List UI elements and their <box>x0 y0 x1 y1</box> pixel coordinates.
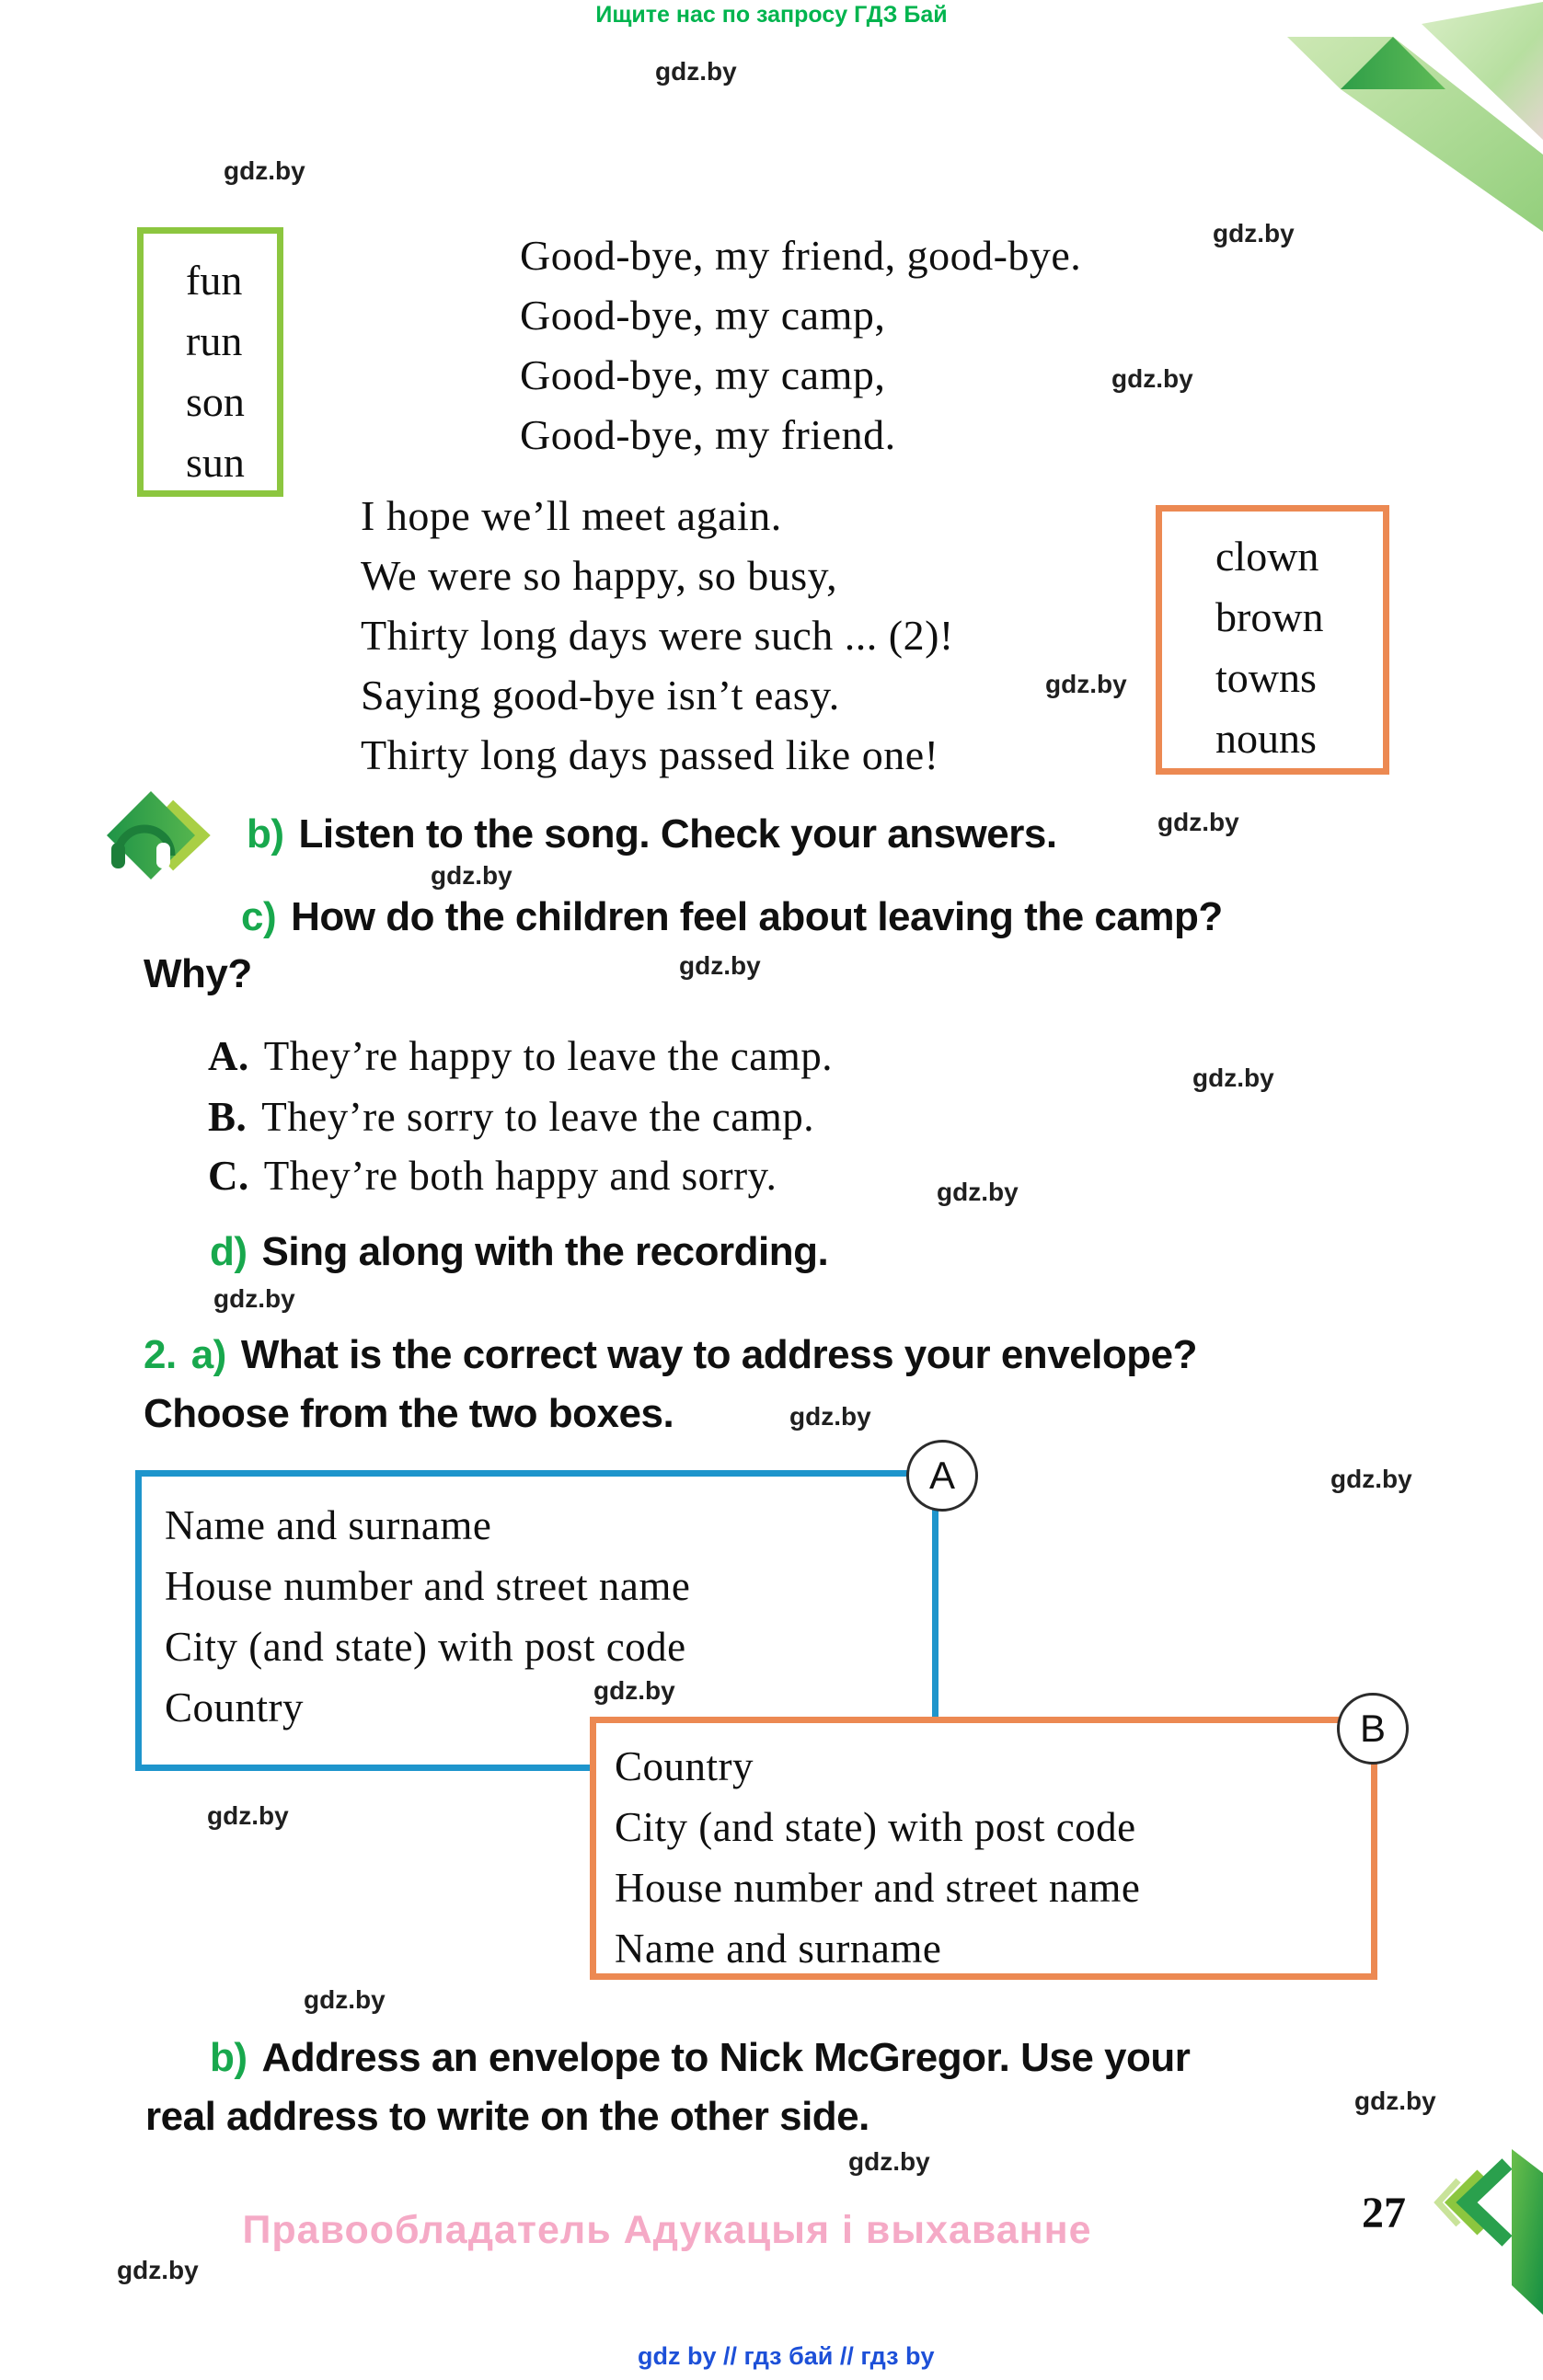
corner-ribbon-decoration <box>1233 0 1543 244</box>
task-2b-label: b) <box>210 2035 248 2080</box>
watermark: gdz.by <box>117 2256 199 2284</box>
task-1d-label: d) <box>210 1229 248 1274</box>
option-a-label: A. <box>208 1033 249 1079</box>
exercise-2-number: 2. <box>144 1332 177 1377</box>
option-c-label: C. <box>208 1153 249 1199</box>
song-line: Good-bye, my friend, good-bye. <box>520 232 1082 279</box>
task-1d <box>210 1229 828 1275</box>
song-line: I hope we’ll meet again. <box>361 492 782 539</box>
top-note: Ищите нас по запросу ГДЗ Бай <box>595 2 948 28</box>
rhyme-word: nouns <box>1215 715 1317 762</box>
address-line: Country <box>165 1684 305 1730</box>
watermark: gdz.by <box>304 1985 386 2014</box>
task-2a-line2: Choose from the two boxes. <box>144 1391 674 1436</box>
song-line: Good-bye, my camp, <box>520 292 886 339</box>
page-corner-chevrons-icon <box>1422 2144 1543 2328</box>
rhyme-box-orange <box>1156 505 1389 775</box>
copyright-text: Правообладатель Адукацыя і выхаванне <box>242 2208 1092 2252</box>
page-number: 27 <box>1362 2189 1406 2237</box>
watermark: gdz.by <box>1354 2087 1436 2115</box>
song-line: Good-bye, my camp, <box>520 351 886 398</box>
task-1c-text: How do the children feel about leaving the camp? <box>291 894 1223 939</box>
rhyme-word: sun <box>186 439 245 486</box>
watermark: gdz.by <box>937 1178 1019 1206</box>
address-line: Name and surname <box>165 1502 492 1548</box>
rhyme-word: run <box>186 317 243 364</box>
song-line: Saying good-bye isn’t easy. <box>361 672 840 719</box>
task-2b-line2: real address to write on the other side. <box>145 2094 869 2139</box>
watermark: gdz.by <box>1111 364 1193 393</box>
option-a-text: They’re happy to leave the camp. <box>263 1033 833 1079</box>
address-line: House number and street name <box>615 1865 1141 1911</box>
song-line: Thirty long days passed like one! <box>361 731 939 778</box>
task-2b <box>210 2035 1190 2081</box>
task-1d-text: Sing along with the recording. <box>261 1229 829 1274</box>
watermark: gdz.by <box>207 1801 289 1830</box>
watermark: gdz.by <box>1192 1064 1274 1092</box>
rhyme-word: clown <box>1215 533 1319 580</box>
box-a-tag: A <box>906 1440 978 1512</box>
task-2a-line1: What is the correct way to address your envelope? <box>240 1332 1197 1377</box>
audio-headphones-icon <box>96 789 219 881</box>
watermark: gdz.by <box>213 1284 295 1313</box>
headphone-pad-right <box>156 843 170 868</box>
watermark: gdz.by <box>1157 808 1239 836</box>
headphone-pad-left <box>111 843 125 868</box>
address-line: City (and state) with post code <box>615 1804 1136 1850</box>
address-line: House number and street name <box>165 1563 691 1609</box>
song-line: We were so happy, so busy, <box>361 552 838 599</box>
task-1c-label: c) <box>241 894 277 939</box>
rhyme-word: brown <box>1215 593 1324 640</box>
task-2a <box>144 1332 1197 1378</box>
rhyme-box-green <box>137 227 283 497</box>
address-line: Name and surname <box>615 1926 942 1972</box>
task-1c-why: Why? <box>144 951 252 996</box>
watermark: gdz.by <box>789 1402 871 1431</box>
watermark: gdz.by <box>593 1676 675 1705</box>
address-line: City (and state) with post code <box>165 1624 686 1670</box>
rhyme-word: towns <box>1215 654 1317 701</box>
option-c-text: They’re both happy and sorry. <box>263 1153 777 1199</box>
task-1b-label: b) <box>247 811 284 857</box>
song-stanza-1 <box>520 225 1081 465</box>
watermark: gdz.by <box>1045 670 1127 698</box>
rhyme-word: fun <box>186 257 243 304</box>
option-b-text: They’re sorry to leave the camp. <box>261 1094 815 1140</box>
watermark: gdz.by <box>1213 219 1295 247</box>
option-a <box>208 1032 833 1080</box>
watermark: gdz.by <box>679 951 761 980</box>
watermark: gdz.by <box>848 2147 930 2176</box>
song-line: Good-bye, my friend. <box>520 411 896 458</box>
box-b-tag: B <box>1337 1693 1409 1765</box>
option-c <box>208 1152 777 1200</box>
option-b <box>208 1093 814 1141</box>
task-2b-line1: Address an envelope to Nick McGregor. Use your <box>261 2035 1191 2080</box>
song-line: Thirty long days were such ... (2)! <box>361 612 954 659</box>
task-1b-text: Listen to the song. Check your answers. <box>298 811 1057 857</box>
address-box-b <box>590 1717 1377 1980</box>
address-line: Country <box>615 1743 754 1789</box>
task-1b <box>247 811 1057 857</box>
watermark: gdz.by <box>431 861 512 890</box>
watermark: gdz.by <box>1330 1465 1412 1493</box>
task-1c <box>241 894 1223 940</box>
song-stanza-2 <box>361 486 954 785</box>
footer-links[interactable]: gdz by // гдз бай // гдз by <box>638 2342 935 2370</box>
rhyme-word: son <box>186 378 245 425</box>
watermark: gdz.by <box>224 156 305 185</box>
watermark: gdz.by <box>655 57 737 86</box>
task-2a-label: a) <box>190 1332 226 1377</box>
corner-wedge <box>1512 2149 1543 2315</box>
option-b-label: B. <box>208 1094 248 1140</box>
